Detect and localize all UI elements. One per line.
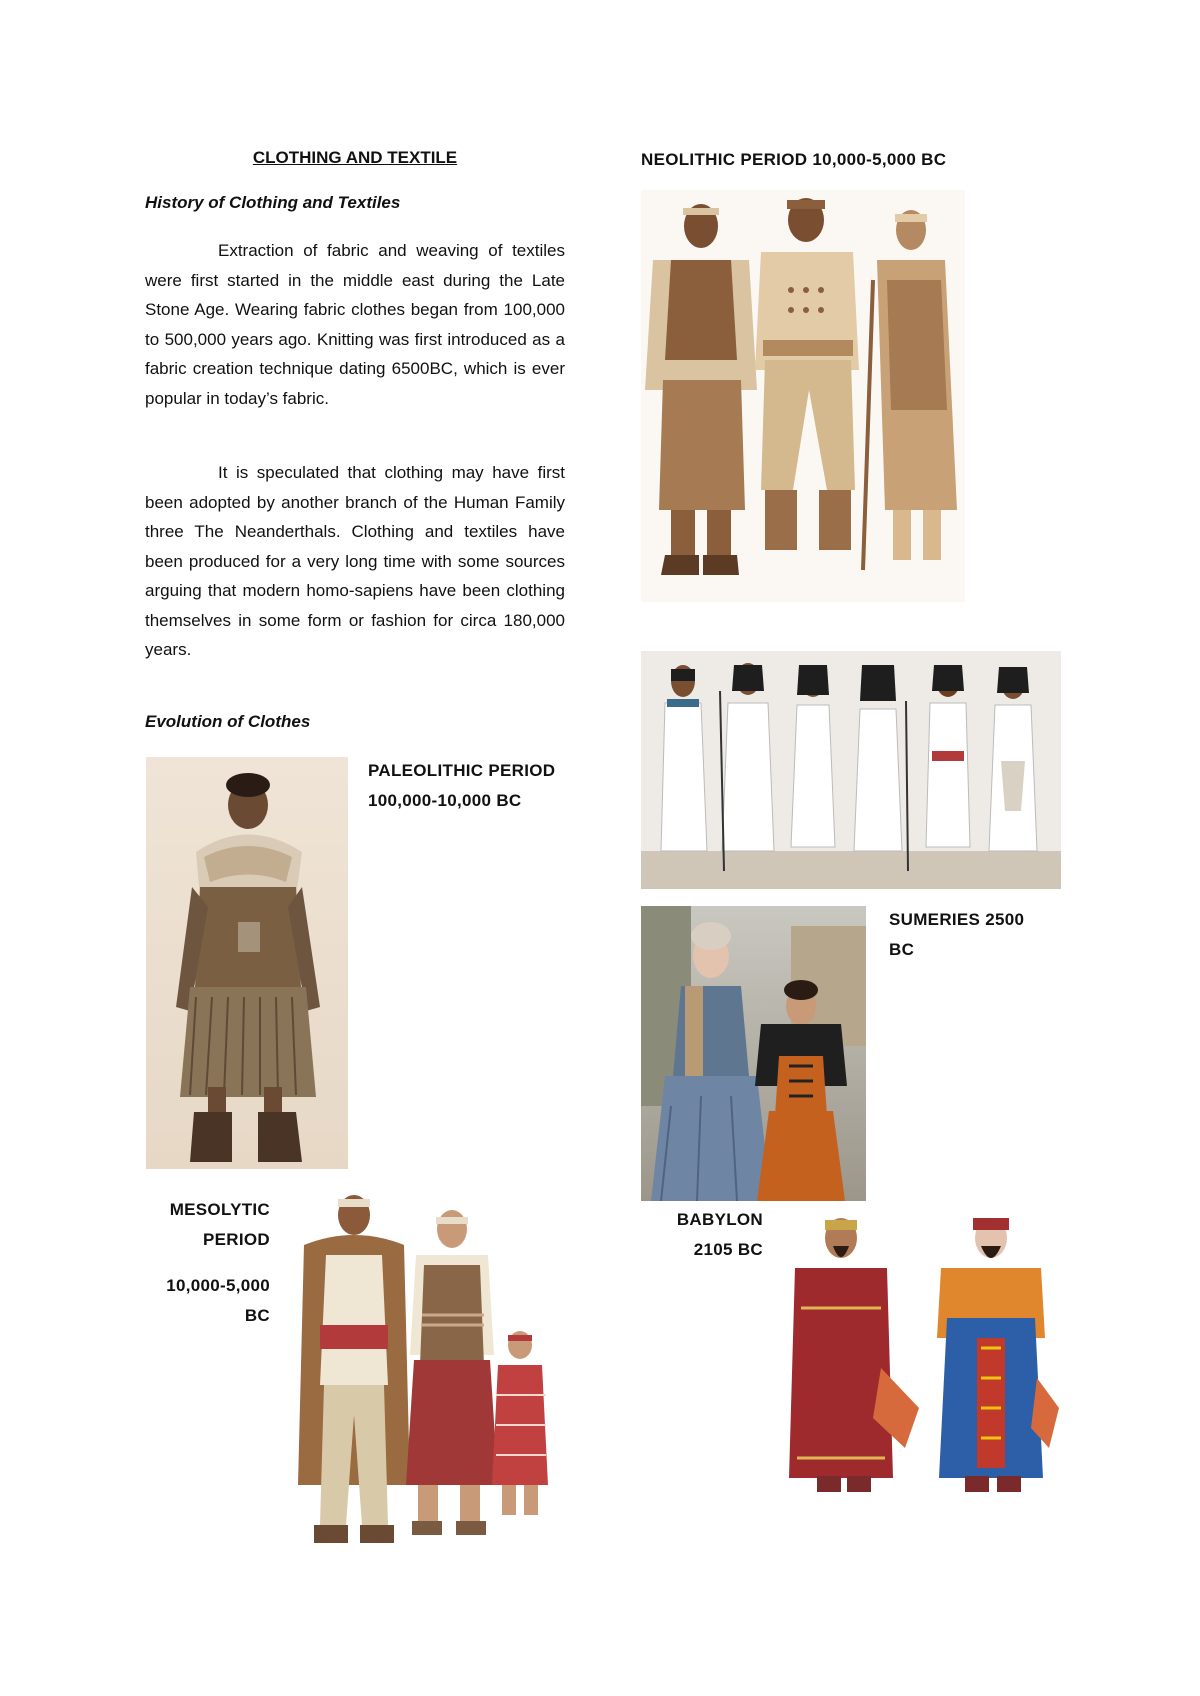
sumeries-label-line1: SUMERIES 2500 [889,910,1025,929]
sumeries-label [889,905,1024,964]
mesolytic-label-line2: PERIOD [203,1229,270,1249]
sumeries-photo [641,906,866,1201]
paleolithic-label-line1: PALEOLITHIC PERIOD [368,761,556,780]
paleolithic-label [368,756,555,815]
page-title: CLOTHING AND TEXTILE [252,148,458,167]
history-paragraph-1: Extraction of fabric and weaving of textiles were first started in the middle east during the Late Stone Age. Wearing fabric clothes began from 100,000 to 500,000 years ago. Knitting was first introduced as a fabric creation technique dating 6500BC, which is ever popular in today’s fabric. [145,241,565,408]
history-heading: History of Clothing and Textiles [145,193,401,212]
evolution-heading: Evolution of Clothes [145,712,311,731]
egyptian-figures-illustration [641,651,1061,889]
mesolytic-label-line1: MESOLYTIC [169,1200,270,1219]
babylon-label-line2: 2105 BC [693,1239,763,1259]
paleolithic-label-line2: 100,000-10,000 BC [368,790,522,810]
sumeries-label-line2: BC [889,939,915,959]
mesolytic-label [140,1195,270,1330]
babylon-label [640,1205,763,1264]
babylon-label-line1: BABYLON [676,1210,763,1229]
mesolytic-label-line3: 10,000-5,000 [166,1276,270,1295]
mesolytic-illustration [284,1185,558,1563]
history-paragraph-2: It is speculated that clothing may have first been adopted by another branch of the Human Family three The Neanderthals. Clothing and textiles have been produced for a very long time with some sources arguing that modern homo-sapiens have been clothing themselves in some form or fashion for circa 180,000 years. [145,463,565,659]
neolithic-illustration [641,190,965,602]
mesolytic-label-line4: BC [244,1305,270,1325]
paleolithic-photo [146,757,348,1169]
babylon-illustration [781,1208,1061,1500]
neolithic-label: NEOLITHIC PERIOD 10,000-5,000 BC [641,150,947,169]
